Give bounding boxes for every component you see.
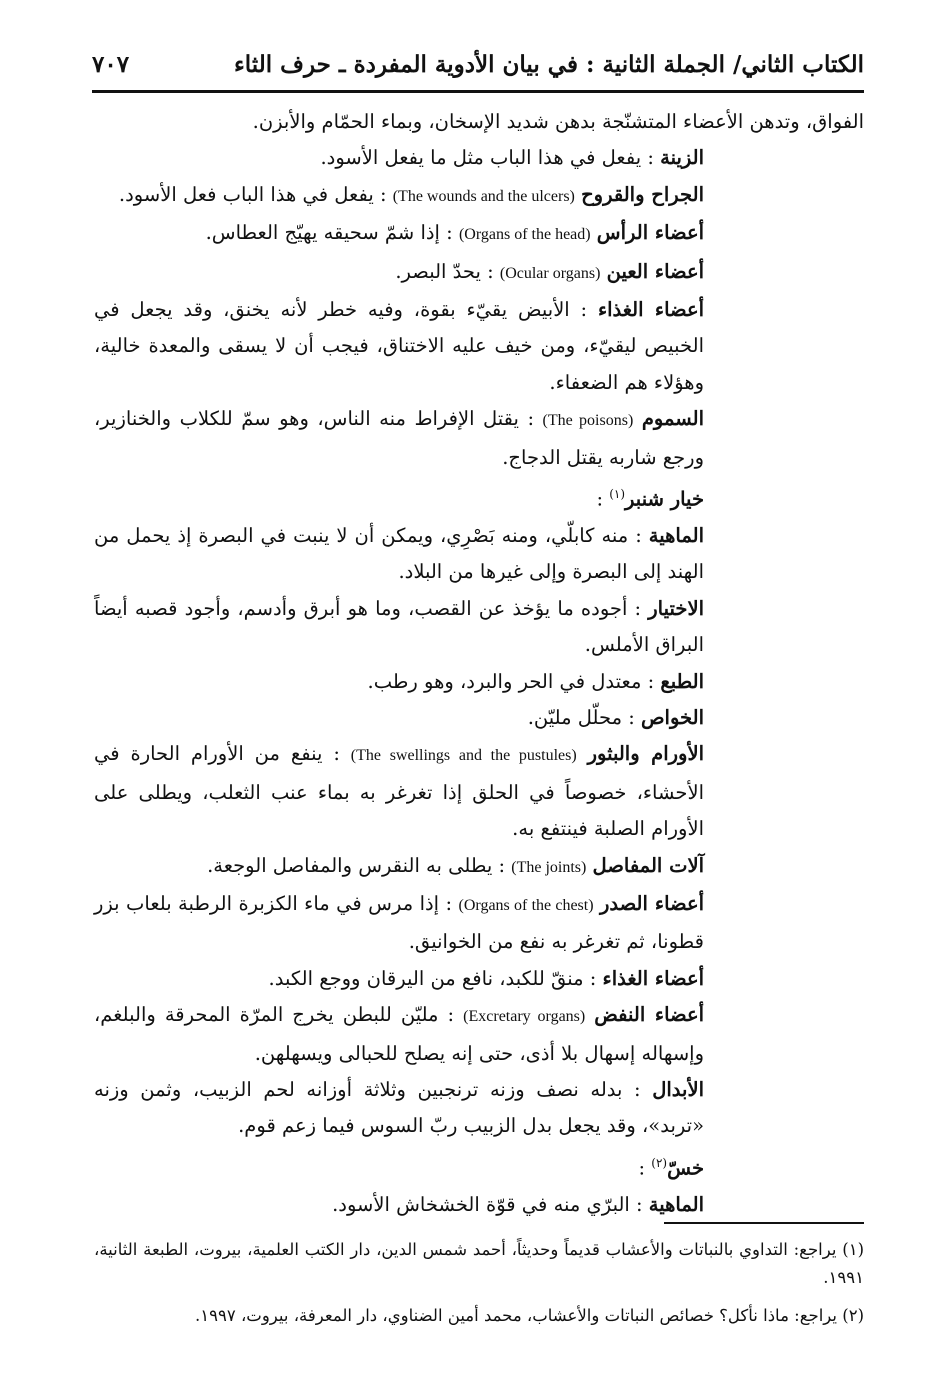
footnote: (٢) يراجع: ماذا نأكل؟ خصائص النباتات والأعشاب، محمد أمين الضناوي، دار المعرفة، بيروت، ١٩٩٧. bbox=[195, 1306, 864, 1325]
paragraph: أعضاء الغذاء : الأبيض يقيّء بقوة، وفيه خطر لأنه يخنق، وقد يجعل في الخبيص ليقيّء، ومن خيف عليه الاختناق، فيجب أن لا يسقى والمعدة خالية، وهؤلاء هم الضعفاء. bbox=[94, 298, 705, 394]
entry-term: السموم bbox=[641, 407, 704, 431]
entry-term: الأبدال bbox=[652, 1078, 704, 1102]
paragraph: الطبع : معتدل في الحر والبرد، وهو رطب. bbox=[367, 669, 704, 693]
footnote-ref: (١) bbox=[609, 487, 626, 502]
footnote: (١) يراجع: التداوي بالنباتات والأعشاب قديماً وحديثاً، أحمد شمس الدين، دار الكتب العلمية، بيروت، الطبعة الثانية، ١٩٩١. bbox=[94, 1240, 864, 1287]
entry-term: أعضاء النفض bbox=[594, 1003, 705, 1027]
entry-term: أعضاء الغذاء bbox=[602, 966, 704, 990]
english-gloss: (The swellings and the pustules) bbox=[350, 747, 577, 765]
paragraph: السموم (The poisons) : يقتل الإفراط منه الناس، وهو سمّ للكلاب والخنازير، ورجع شاربه يقتل الدجاج. bbox=[94, 407, 704, 469]
paragraph: الأورام والبثور (The swellings and the pustules) : ينفع من الأورام الحارة في الأحشاء، خصوصاً في الحلق إذا تغرغر به بماء عنب الثعلب، ويطلى على الأورام الصلبة فينتفع به. bbox=[94, 742, 704, 841]
paragraph: أعضاء النفض (Excretary organs) : مليّن للبطن يخرج المرّة المحرقة والبلغم، وإسهاله إسهال بلا أذى، حتى إنه يصلح للحبالى ويسهلهن. bbox=[94, 1003, 705, 1065]
english-gloss: (Excretary organs) bbox=[463, 1008, 586, 1026]
paragraph: الاختيار : أجوده ما يؤخذ عن القصب، وما هو أبرق وأدسم، وأجود قصبه أيضاً البراق الأملس. bbox=[94, 596, 704, 657]
entry-term: الاختيار bbox=[648, 596, 704, 620]
entry-term: أعضاء الرأس bbox=[596, 221, 704, 245]
english-gloss: (The joints) bbox=[511, 858, 587, 876]
english-gloss: (The poisons) bbox=[542, 412, 634, 430]
footnote-number: (٢) bbox=[842, 1306, 864, 1325]
running-header bbox=[92, 38, 864, 93]
paragraph: الماهية : البرّي منه في قوّة الخشخاش الأسود. bbox=[332, 1192, 704, 1216]
entry-term: أعضاء الصدر bbox=[599, 892, 704, 916]
entry-term: آلات المفاصل bbox=[592, 853, 704, 877]
entry-term: خسّ bbox=[667, 1156, 704, 1180]
paragraph: أعضاء العين (Ocular organs) : يحدّ البصر. bbox=[395, 259, 704, 283]
footnotes bbox=[94, 1236, 864, 1340]
footnote-divider bbox=[664, 1222, 864, 1224]
entry-term: الماهية bbox=[648, 523, 704, 547]
running-title: الكتاب الثاني/ الجملة الثانية : في بيان الأدوية المفردة ـ حرف الثاء bbox=[233, 50, 864, 78]
paragraph: أعضاء الغذاء : منقّ للكبد، نافع من اليرقان ووجع الكبد. bbox=[268, 966, 704, 990]
entry-term: الطبع bbox=[660, 669, 704, 693]
english-gloss: (Organs of the head) bbox=[458, 226, 591, 244]
footnote-number: (١) bbox=[842, 1240, 864, 1259]
entry-term: الماهية bbox=[648, 1192, 704, 1216]
entry-term: الجراح والقروح bbox=[581, 182, 704, 206]
footnote-ref: (٢) bbox=[651, 1155, 668, 1170]
english-gloss: (The wounds and the ulcers) bbox=[392, 187, 575, 205]
entry-term: الأورام والبثور bbox=[587, 742, 704, 766]
entry-term: أعضاء العين bbox=[606, 259, 704, 283]
paragraph: الماهية : منه كابلّي، ومنه بَصْرِي، ويمكن أن لا ينبت في البصرة إذ يحمل من الهند إلى البصرة وإلى غيرها من البلاد. bbox=[94, 523, 704, 584]
paragraph: الجراح والقروح (The wounds and the ulcers) : يفعل في هذا الباب فعل الأسود. bbox=[118, 182, 704, 206]
entry-term: الخواص bbox=[640, 706, 704, 729]
page-number: ٧٠٧ bbox=[92, 50, 130, 78]
entry-term: خيار شنبر bbox=[625, 487, 704, 511]
paragraph: الزينة : يفعل في هذا الباب مثل ما يفعل الأسود. bbox=[320, 146, 704, 170]
paragraph: أعضاء الرأس (Organs of the head) : إذا شمّ سحيقه يهيّج العطاس. bbox=[205, 221, 704, 245]
paragraph: الفواق، وتدهن الأعضاء المتشنّجة بدهن شديد الإسخان، وبماء الحمّام والأبزن. bbox=[252, 110, 864, 133]
section-heading: خسّ$^{(٢)}$ : bbox=[638, 1155, 704, 1180]
section-heading: خيار شنبر$^{(١)}$ : bbox=[596, 487, 704, 511]
english-gloss: (Ocular organs) bbox=[499, 264, 601, 282]
paragraph: الخواص : محلّل مليّن. bbox=[527, 706, 704, 729]
paragraph: الأبدال : بدله نصف وزنه ترنجبين وثلاثة أوزانه لحم الزبيب، وثمن وزنه «تربد»، وقد يجعل بدل الزبيب ربّ السوس فيما زعم قوم. bbox=[94, 1078, 704, 1138]
main-text bbox=[94, 104, 864, 1223]
english-gloss: (Organs of the chest) bbox=[458, 897, 594, 915]
entry-term: أعضاء الغذاء bbox=[597, 298, 705, 322]
paragraph: آلات المفاصل (The joints) : يطلى به النقرس والمفاصل الوجعة. bbox=[207, 853, 704, 877]
entry-term: الزينة bbox=[660, 146, 704, 170]
paragraph: أعضاء الصدر (Organs of the chest) : إذا مرس في ماء الكزبرة الرطبة بلعاب بزر قطونا، ثم تغرغر به نفع من الخوانيق. bbox=[94, 892, 704, 954]
